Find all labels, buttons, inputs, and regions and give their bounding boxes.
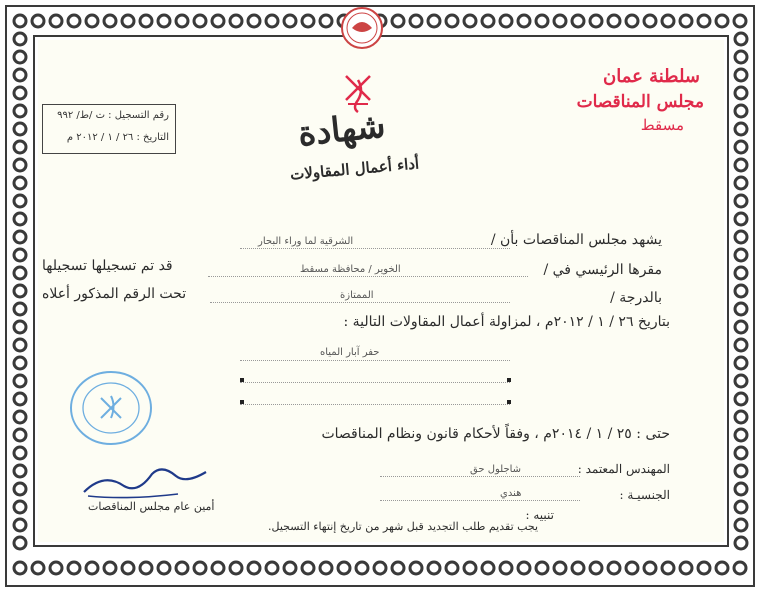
grade-value: الممتازة	[340, 290, 374, 301]
bullet-marker	[240, 378, 244, 382]
signature-mark	[78, 462, 218, 502]
note-text: يجب تقديم طلب التجديد قبل شهر من تاريخ إنتهاء التسجيل.	[268, 520, 539, 533]
activity-1: حفر آبار المياه	[320, 347, 380, 358]
company-name: الشرقية لما وراء البحار	[258, 236, 354, 247]
signature-caption: أمين عام مجلس المناقصات	[88, 500, 215, 513]
engineer-line	[380, 476, 580, 477]
activity-line-1	[240, 360, 510, 361]
authority-line-2: مجلس المناقصات	[576, 92, 704, 112]
grade-label: بالدرجة /	[610, 290, 662, 306]
authority-line-3: مسقط	[640, 116, 684, 134]
certificate-title: شهادة	[296, 105, 388, 155]
hq-line	[208, 276, 528, 277]
under-number-note: تحت الرقم المذكور أعلاه	[42, 286, 187, 302]
bullet-marker	[507, 400, 511, 404]
engineer-label: المهندس المعتمد :	[577, 462, 670, 476]
activity-line-2	[240, 382, 510, 383]
registration-date: التاريخ : ٢٦ / ١ / ٢٠١٢ م	[66, 132, 169, 143]
engineer-value: شاجلول حق	[470, 464, 522, 475]
authority-line-1: سلطنة عمان	[602, 66, 700, 87]
registration-box	[42, 104, 176, 154]
nationality-value: هندي	[500, 488, 522, 499]
company-name-line	[240, 248, 510, 249]
registration-number: رقم التسجيل : ت /ط/ ٩٩٢	[57, 110, 169, 121]
bullet-marker	[507, 378, 511, 382]
date-statement: بتاريخ ٢٦ / ١ / ٢٠١٢م ، لمزاولة أعمال المقاولات التالية :	[343, 314, 670, 330]
valid-until-statement: حتى : ٢٥ / ١ / ٢٠١٤م ، وفقاً لأحكام قانون ونظام المناقصات	[321, 426, 670, 442]
activity-line-3	[240, 404, 510, 405]
bullet-marker	[240, 400, 244, 404]
hq-label: مقرها الرئيسي في /	[543, 262, 662, 278]
grade-line	[210, 302, 510, 303]
certify-label: يشهد مجلس المناقصات بأن /	[490, 232, 662, 248]
official-stamp	[66, 368, 156, 448]
nationality-label: الجنسيـة :	[619, 488, 670, 502]
registered-note: قد تم تسجيلها تسجيلها	[42, 258, 173, 274]
nationality-line	[380, 500, 580, 501]
top-seal-emblem	[337, 6, 387, 50]
certificate-subtitle: أداء أعمال المقاولات	[289, 154, 420, 184]
note-label: تنبيه :	[525, 508, 554, 522]
hq-value: الخوير / محافظة مسقط	[300, 264, 401, 275]
